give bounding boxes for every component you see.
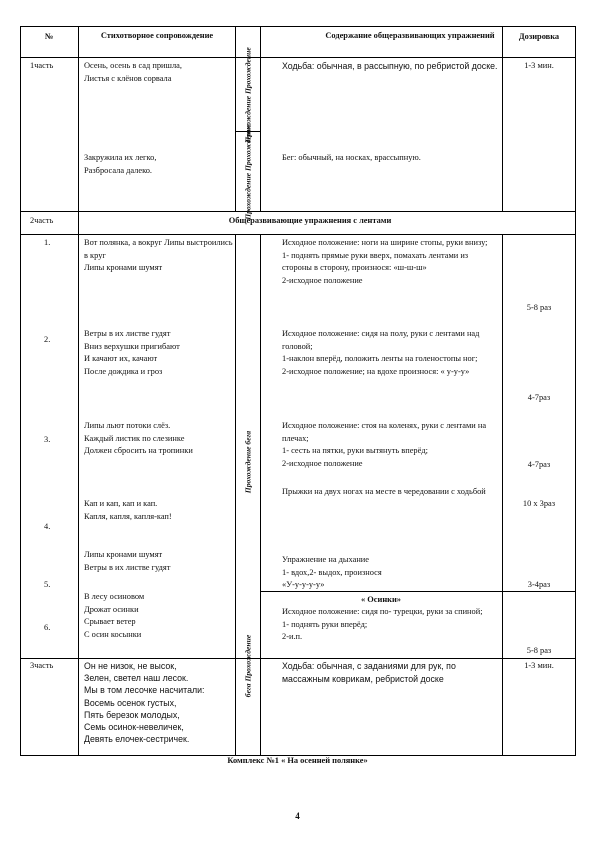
part2-heading: Общеразвивающие упражнения с лентами: [228, 216, 392, 225]
part2-verse-4: Кап и кап, кап и кап. Капля, капля, капля-кап!: [84, 499, 172, 521]
part3-dosage: 1-3 мин.: [524, 661, 554, 670]
part2-verse-3: Липы льют потоки слёз. Каждый листик по слезинке Должен сбросить на тропинки: [84, 421, 193, 456]
part2-dose-4: 10 х 3раз: [522, 499, 556, 508]
part2-number-4: 4.: [44, 522, 51, 531]
part3-vertical: бега Прохождение: [243, 634, 253, 698]
part3-label: 3часть: [30, 661, 54, 670]
complex-caption: Комплекс №1 « На осенней полянке»: [227, 756, 368, 765]
part2-verse-1: Вот полянка, а вокруг Липы выстроились в круг Липы кронами шумят: [84, 238, 233, 273]
exercise-table: [20, 26, 576, 756]
part2-number-3: 3.: [44, 435, 51, 444]
part3-content: Ходьба: обычная, с заданиями для рук, по массажным коврикам, ребристой доске: [282, 661, 456, 684]
part1-vertical-b: Прохождение Прохождение: [243, 124, 253, 220]
header-number: №: [44, 32, 54, 41]
part2-verse-2: Ветры в их листве гудят Вниз верхушки пригибают И качают их, качают После дождика и гроз: [84, 329, 180, 376]
part2-dose-5: 3-4раз: [527, 580, 551, 589]
part2-verse-6: В лесу осиновом Дрожат осинки Срывает ветер С осин косынки: [84, 592, 145, 639]
part2-number-5: 5.: [44, 580, 51, 589]
part1-content-b: Бег: обычный, на носках, врассыпную.: [282, 153, 421, 162]
part2-number-1: 1.: [44, 238, 51, 247]
part2-verse-5: Липы кронами шумят Ветры в их листве гудят: [84, 550, 171, 572]
part2-content-1: Исходное положение: ноги на ширине стопы, руки внизу; 1- поднять прямые руки вверх, помахать лентами из стороны в сторону, произнося: «ш-ш-ш» 2-исходное положение: [282, 238, 488, 285]
part1-vertical-a: Прохождение Прохождение: [243, 47, 253, 143]
part2-number-2: 2.: [44, 335, 51, 344]
part2-autumn-title: « Осинки»: [360, 595, 401, 604]
part2-dose-2: 4-7раз: [527, 393, 551, 402]
part1-verse-b: Закружила их легко, Разбросала далеко.: [84, 153, 157, 175]
part2-label: 2часть: [30, 216, 54, 225]
part2-dose-3: 4-7раз: [527, 460, 551, 469]
part3-verse: Он не низок, не высок, Зелен, светел наш лесок. Мы в том лесочке насчитали: Восемь осенок густых, Пять березок молодых, Семь осинок-невеличек, Девять елочек-сестричек.: [84, 661, 205, 745]
part2-number-6: 6.: [44, 623, 51, 632]
part2-content-5: Упражнение на дыхание 1- вдох,2- выдох, произнося «У-у-у-у-у»: [282, 555, 382, 590]
header-dosage: Дозировка: [518, 32, 560, 41]
header-verse: Стихотворное сопровождение: [100, 31, 214, 40]
part1-content-a: Ходьба: обычная, в рассыпную, по ребристой доске.: [282, 61, 498, 71]
part2-content-3: Исходное положение: стоя на коленях, руки с лентами на плечах; 1- сесть на пятки, руки вытянуть вперёд; 2-исходное положение: [282, 421, 487, 468]
part1-dosage: 1-3 мин.: [524, 61, 554, 70]
part2-content-2: Исходное положение: сидя на полу, руки с лентами над головой; 1-наклон вперёд, положить ленты на голеностопы ног; 2-исходное положение; на вдохе произнося: « у-у-у»: [282, 329, 480, 376]
part1-verse-a: Осень, осень в сад пришла, Листья с клёнов сорвала: [84, 61, 182, 83]
part2-autumn-content: Исходное положение: сидя по- турецки, руки за спиной; 1- поднять руки вперёд; 2-и.п.: [282, 607, 483, 642]
part2-dose-1: 5-8 раз: [526, 303, 552, 312]
header-content: Содержание общеразвивающих упражнений: [325, 31, 495, 40]
part1-label: 1часть: [30, 61, 54, 70]
page-number: 4: [295, 811, 300, 821]
part2-vertical: Прохождение бега: [243, 430, 253, 494]
part2-dose-6: 5-8 раз: [526, 646, 552, 655]
part2-content-4: Прыжки на двух ногах на месте в чередовании с ходьбой: [282, 487, 486, 496]
